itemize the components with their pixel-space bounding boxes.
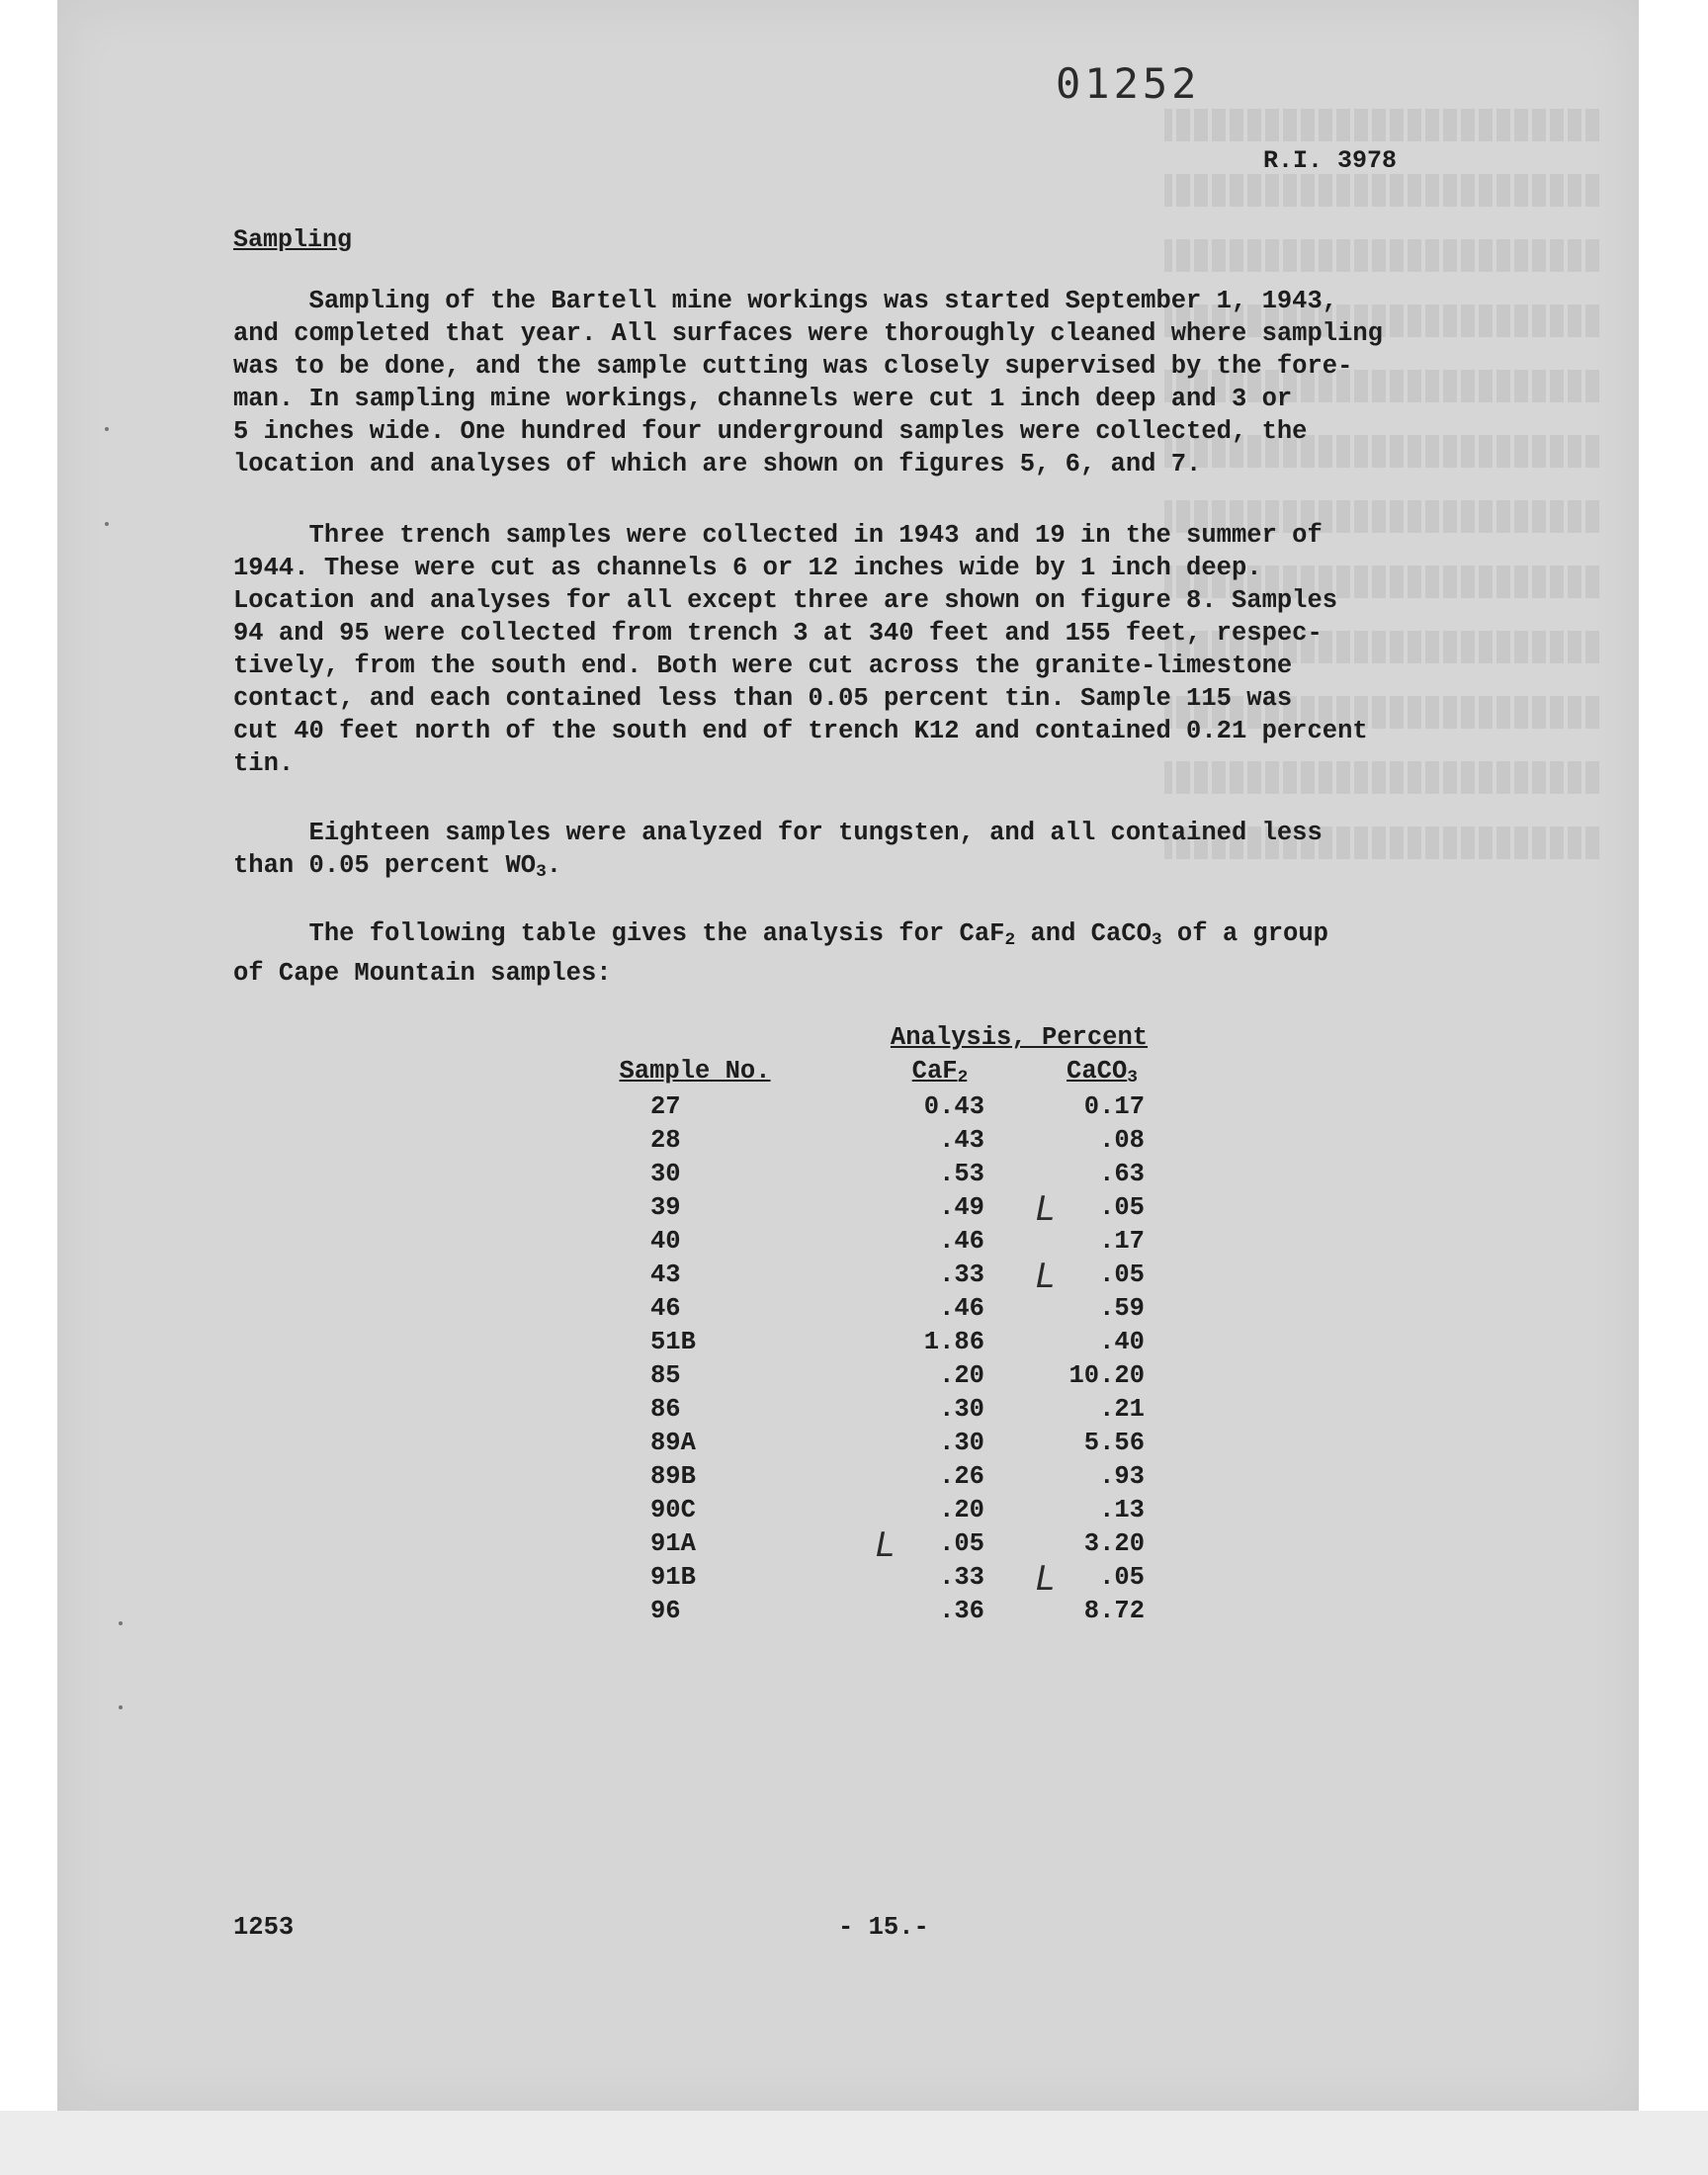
paragraph-line: Three trench samples were collected in 1943 and 19 in the summer of	[233, 521, 1323, 550]
paragraph-line: contact, and each contained less than 0.05 percent tin. Sample 115 was	[233, 684, 1293, 713]
header-text: CaCO	[1067, 1057, 1128, 1086]
table-row	[611, 1257, 1243, 1296]
paragraph-line: cut 40 feet north of the south end of trench K12 and contained 0.21 percent	[233, 717, 1368, 745]
cell-caco3: .05	[1099, 1261, 1145, 1289]
cell-caf2: .20	[939, 1361, 984, 1390]
scanned-page	[57, 0, 1639, 2111]
cell-sample-no: 89A	[650, 1429, 696, 1457]
cell-sample-no: 40	[650, 1227, 681, 1256]
cell-caco3: .08	[1099, 1126, 1145, 1155]
paragraph-line: 94 and 95 were collected from trench 3 at 340 feet and 155 feet, respec-	[233, 619, 1323, 648]
table-row	[611, 1189, 1243, 1229]
cell-caf2: .20	[939, 1496, 984, 1524]
subscript: 3	[1151, 930, 1162, 950]
table-row	[611, 1496, 1243, 1529]
footer-number: 1253	[233, 1913, 295, 1942]
stamp-number: 01252	[1056, 59, 1201, 108]
table-row	[611, 1525, 1243, 1565]
paragraph-table-intro	[233, 917, 1587, 990]
cell-caf2: .46	[939, 1294, 984, 1323]
scan-speck	[105, 522, 109, 526]
cell-caco3: .63	[1099, 1160, 1145, 1188]
cell-sample-no: 86	[650, 1395, 681, 1424]
cell-caf2: 1.86	[923, 1328, 984, 1356]
table-row	[611, 1429, 1243, 1462]
table-row	[611, 1361, 1243, 1395]
paragraph-line: Eighteen samples were analyzed for tungsten, and all contained less	[233, 819, 1323, 847]
table-row	[611, 1395, 1243, 1429]
text-run: of a group	[1161, 919, 1328, 948]
cell-caco3: 10.20	[1068, 1361, 1145, 1390]
cell-sample-no: 30	[650, 1160, 681, 1188]
cell-caf2: .49	[939, 1193, 984, 1222]
paragraph-line: 1944. These were cut as channels 6 or 12 inches wide by 1 inch deep.	[233, 554, 1262, 582]
cell-caco3: .21	[1099, 1395, 1145, 1424]
paragraph-line: tin.	[233, 749, 295, 778]
text-run: than 0.05 percent WO	[233, 851, 537, 880]
scan-speck	[119, 1705, 123, 1709]
cell-sample-no: 91A	[650, 1529, 696, 1558]
subscript: 2	[1004, 930, 1016, 950]
section-heading: Sampling	[233, 225, 353, 254]
cell-sample-no: 43	[650, 1261, 681, 1289]
cell-sample-no: 85	[650, 1361, 681, 1390]
cell-sample-no: 28	[650, 1126, 681, 1155]
paragraph-trench-samples	[233, 519, 1587, 780]
cell-caf2: .46	[939, 1227, 984, 1256]
table-row	[611, 1294, 1243, 1328]
table-row	[611, 1160, 1243, 1193]
cell-caf2: .05	[939, 1529, 984, 1558]
subscript: 3	[536, 862, 547, 882]
text-run: .	[546, 851, 562, 880]
cell-caf2: .33	[939, 1563, 984, 1592]
subscript: 2	[957, 1068, 969, 1088]
column-header-caf2	[866, 1057, 1014, 1088]
text-run: The following table gives the analysis for CaF	[233, 919, 1005, 948]
table-row	[611, 1559, 1243, 1599]
table-row	[611, 1227, 1243, 1261]
subscript: 3	[1127, 1068, 1138, 1088]
paragraph-sampling-workings	[233, 285, 1587, 480]
cell-caco3: .59	[1099, 1294, 1145, 1323]
cell-caco3: 3.20	[1083, 1529, 1145, 1558]
paragraph-line: of Cape Mountain samples:	[233, 959, 612, 988]
cell-caco3: .05	[1099, 1563, 1145, 1592]
cell-sample-no: 51B	[650, 1328, 696, 1356]
paragraph-line: was to be done, and the sample cutting was closely supervised by the fore-	[233, 352, 1353, 381]
cell-caco3: .05	[1099, 1193, 1145, 1222]
page-number: - 15.-	[838, 1913, 929, 1942]
table-body	[611, 1092, 1243, 1630]
cell-caco3: 8.72	[1083, 1597, 1145, 1625]
paragraph-tungsten	[233, 817, 1587, 889]
paragraph-line: and completed that year. All surfaces were thoroughly cleaned where sampling	[233, 319, 1383, 348]
cell-caco3: 5.56	[1083, 1429, 1145, 1457]
cell-caco3: 0.17	[1083, 1092, 1145, 1121]
table-row	[611, 1126, 1243, 1160]
paragraph-line: 5 inches wide. One hundred four underground samples were collected, the	[233, 417, 1308, 446]
less-than-mark: L	[1036, 1257, 1055, 1296]
cell-sample-no: 46	[650, 1294, 681, 1323]
table-header-row	[611, 1057, 1243, 1090]
cell-caf2: .53	[939, 1160, 984, 1188]
table-row	[611, 1328, 1243, 1361]
paragraph-line: Location and analyses for all except three are shown on figure 8. Samples	[233, 586, 1338, 615]
paragraph-line: tively, from the south end. Both were cut across the granite-limestone	[233, 652, 1293, 680]
less-than-mark: L	[1036, 1559, 1055, 1599]
paragraph-line	[233, 849, 1587, 889]
paragraph-line: Sampling of the Bartell mine workings was started September 1, 1943,	[233, 287, 1338, 315]
cell-sample-no: 27	[650, 1092, 681, 1121]
cell-caf2: .43	[939, 1126, 984, 1155]
less-than-mark: L	[876, 1525, 895, 1565]
cell-caco3: .93	[1099, 1462, 1145, 1491]
scan-speck	[105, 427, 109, 431]
cell-caf2: 0.43	[923, 1092, 984, 1121]
table-row	[611, 1462, 1243, 1496]
cell-caf2: .33	[939, 1261, 984, 1289]
scan-speck	[119, 1621, 123, 1625]
paragraph-line: location and analyses of which are shown on figures 5, 6, and 7.	[233, 450, 1202, 478]
cell-sample-no: 96	[650, 1597, 681, 1625]
cell-sample-no: 89B	[650, 1462, 696, 1491]
column-header-caco3	[1038, 1057, 1166, 1088]
cell-caf2: .36	[939, 1597, 984, 1625]
cell-caf2: .26	[939, 1462, 984, 1491]
cell-sample-no: 90C	[650, 1496, 696, 1524]
column-header-sample: Sample No.	[619, 1057, 771, 1086]
table-super-header: Analysis, Percent	[890, 1023, 1149, 1052]
paragraph-line	[233, 917, 1587, 957]
cell-sample-no: 91B	[650, 1563, 696, 1592]
report-number: R.I. 3978	[1263, 146, 1398, 175]
paragraph-line: man. In sampling mine workings, channels were cut 1 inch deep and 3 or	[233, 385, 1293, 413]
text-run: and CaCO	[1015, 919, 1152, 948]
cell-caco3: .40	[1099, 1328, 1145, 1356]
table-row	[611, 1092, 1243, 1126]
scan-margin	[0, 2111, 1708, 2175]
cell-caco3: .17	[1099, 1227, 1145, 1256]
header-text: CaF	[911, 1057, 958, 1086]
cell-sample-no: 39	[650, 1193, 681, 1222]
cell-caco3: .13	[1099, 1496, 1145, 1524]
table-row	[611, 1597, 1243, 1630]
less-than-mark: L	[1036, 1189, 1055, 1229]
cell-caf2: .30	[939, 1395, 984, 1424]
cell-caf2: .30	[939, 1429, 984, 1457]
